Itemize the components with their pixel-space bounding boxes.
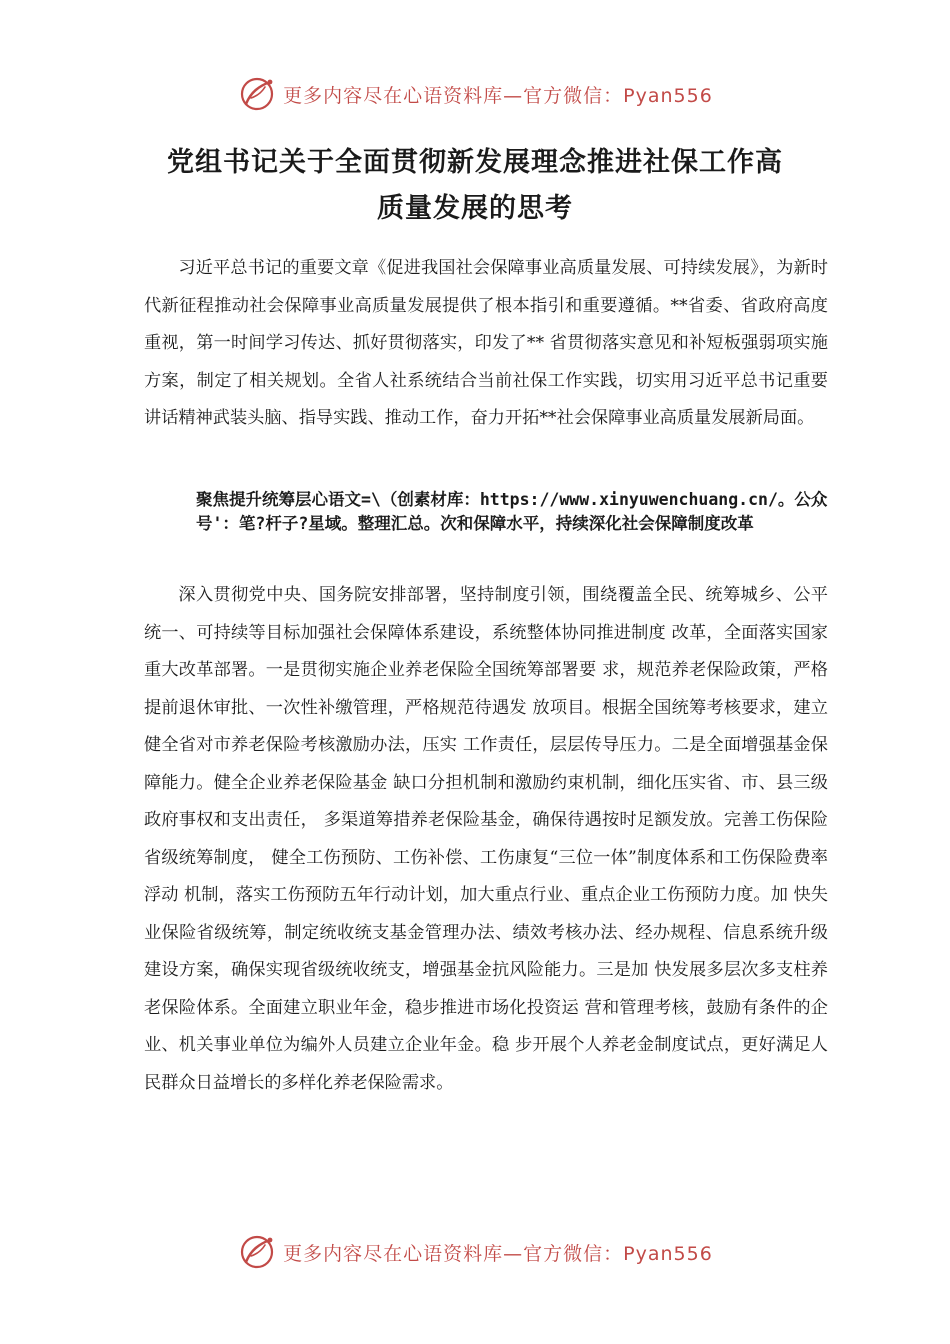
- brand-logo-icon: [237, 74, 277, 114]
- watermark-banner-bottom: [0, 1230, 950, 1274]
- brand-logo-icon: [237, 1232, 277, 1272]
- title-line-2: 质量发展的思考: [377, 193, 573, 224]
- intro-paragraph: 习近平总书记的重要文章《促进我国社会保障事业高质量发展、可持续发展》，为新时代新征程推动社会保障事业高质量发展提供了根本指引和重要遵循。**省委、省政府高度重视，第一时间学习传达、抓好贯彻落实，印发了** 省贯彻落实意见和补短板强弱项实施方案，制定了相关规划。全省人社系统结合当前社保工作实践，切实用习近平总书记重要讲话精神武装头脑、指导实践、推动工作，奋力开拓**社会保障事业高质量发展新局面。: [144, 258, 828, 428]
- body-paragraph: 深入贯彻党中央、国务院安排部署，坚持制度引领，围绕覆盖全民、统筹城乡、公平统一、可持续等目标加强社会保障体系建设，系统整体协同推进制度 改革，全面落实国家重大改革部署。一是贯彻实施企业养老保险全国统筹部署要 求，规范养老保险政策，严格提前退休审批、一次性补缴管理，严格规范待遇发 放项目。根据全国统筹考核要求，建立健全省对市养老保险考核激励办法，压实 工作责任，层层传导压力。二是全面增强基金保障能力。健全企业养老保险基金 缺口分担机制和激励约束机制，细化压实省、市、县三级政府事权和支出责任， 多渠道筹措养老保险基金，确保待遇按时足额发放。完善工伤保险省级统筹制度， 健全工伤预防、工伤补偿、工伤康复“三位一体”制度体系和工伤保险费率浮动 机制，落实工伤预防五年行动计划，加大重点行业、重点企业工伤预防力度。加 快失业保险省级统筹，制定统收统支基金管理办法、绩效考核办法、经办规程、信息系统升级建设方案，确保实现省级统收统支，增强基金抗风险能力。三是加 快发展多层次多支柱养老保险体系。全面建立职业年金，稳步推进市场化投资运 营和管理考核，鼓励有条件的企业、机关事业单位为编外人员建立企业年金。稳 步开展个人养老金制度试点，更好满足人民群众日益增长的多样化养老保险需求。: [144, 585, 828, 1093]
- section-heading: 聚焦提升统筹层心语文=\（创素材库：https://www.xinyuwenchuang.cn/。公众号'：笔?杆子?星域。整理汇总。次和保障水平，持续深化社会保障制度改革: [196, 490, 828, 533]
- title-line-1: 党组书记关于全面贯彻新发展理念推进社保工作高: [167, 147, 783, 178]
- watermark-text: 更多内容尽在心语资料库—官方微信：Pyan556: [283, 84, 713, 107]
- watermark-banner-top: [0, 72, 950, 116]
- watermark-text: 更多内容尽在心语资料库—官方微信：Pyan556: [283, 1242, 713, 1265]
- document-title: [140, 140, 810, 232]
